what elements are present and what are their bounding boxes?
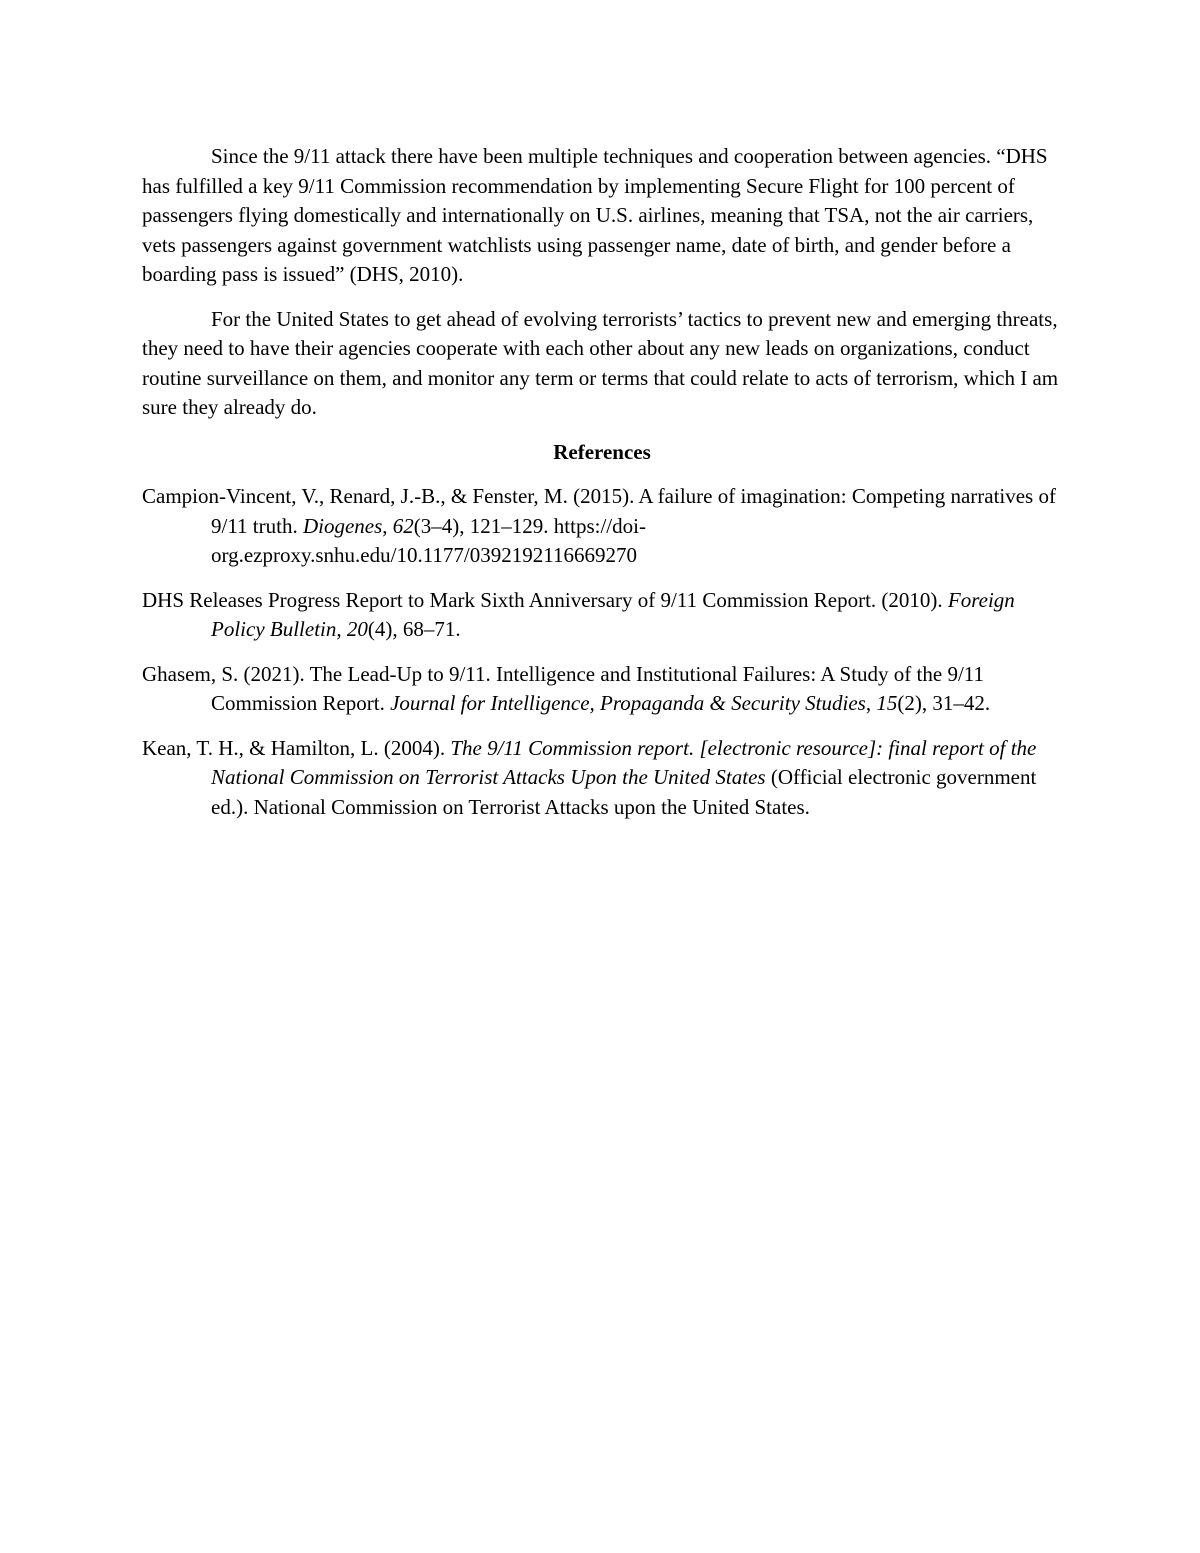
reference-text: (3–4), 121–129. https://doi-org.ezproxy.snhu.edu/10.1177/0392192116669270 <box>211 513 646 567</box>
reference-text: , <box>336 617 347 641</box>
reference-volume: 62 <box>392 513 414 538</box>
reference-entry-2 <box>142 586 1062 645</box>
reference-text: , <box>382 513 393 538</box>
reference-entry-3 <box>142 660 1062 719</box>
reference-text: Kean, T. H., & Hamilton, L. (2004). <box>142 735 451 760</box>
reference-journal: Journal for Intelligence, Propaganda & Security Studies <box>390 691 866 715</box>
reference-text: , <box>865 691 877 715</box>
reference-volume: 20 <box>346 617 368 641</box>
reference-text: Campion-Vincent, V., Renard, J.-B., & Fenster, M. (2015). A failure of imagination: Competing narratives of 9/11 truth. <box>142 484 1056 538</box>
body-paragraph-1: Since the 9/11 attack there have been multiple techniques and cooperation between agencies. “DHS has fulfilled a key 9/11 Commission recommendation by implementing Secure Flight for 100 percent of passengers flying domestically and internationally on U.S. airlines, meaning that TSA, not the air carriers, vets passengers against government watchlists using passenger name, date of birth, and gender before a boarding pass is issued” (DHS, 2010). <box>142 144 1048 286</box>
reference-journal: Diogenes <box>302 513 383 538</box>
references-heading: References <box>553 439 651 464</box>
reference-text: (4), 68–71. <box>367 617 461 641</box>
reference-entry-1 <box>142 482 1062 571</box>
reference-text: Ghasem, S. (2021). The Lead-Up to 9/11. Intelligence and Institutional Failures: A Study of the 9/11 Commission Report. <box>142 661 984 715</box>
document-page <box>142 142 1062 837</box>
reference-text: (Official electronic government ed.). National Commission on Terrorist Attacks upon the United States. <box>211 765 1037 819</box>
reference-text: DHS Releases Progress Report to Mark Sixth Anniversary of 9/11 Commission Report. (2010). <box>142 587 948 612</box>
reference-journal: Foreign Policy Bulletin <box>211 587 1015 641</box>
reference-volume: 15 <box>876 691 898 715</box>
body-paragraph-2: For the United States to get ahead of evolving terrorists’ tactics to prevent new and emerging threats, they need to have their agencies cooperate with each other about any new leads on organizations, conduct routine surveillance on them, and monitor any term or terms that could relate to acts of terrorism, which I am sure they already do. <box>142 306 1059 419</box>
reference-text: (2), 31–42. <box>897 691 991 715</box>
reference-title: The 9/11 Commission report. [electronic resource]: final report of the National Commission on Terrorist Attacks Upon the United States <box>211 735 1037 789</box>
reference-entry-4 <box>142 734 1062 823</box>
